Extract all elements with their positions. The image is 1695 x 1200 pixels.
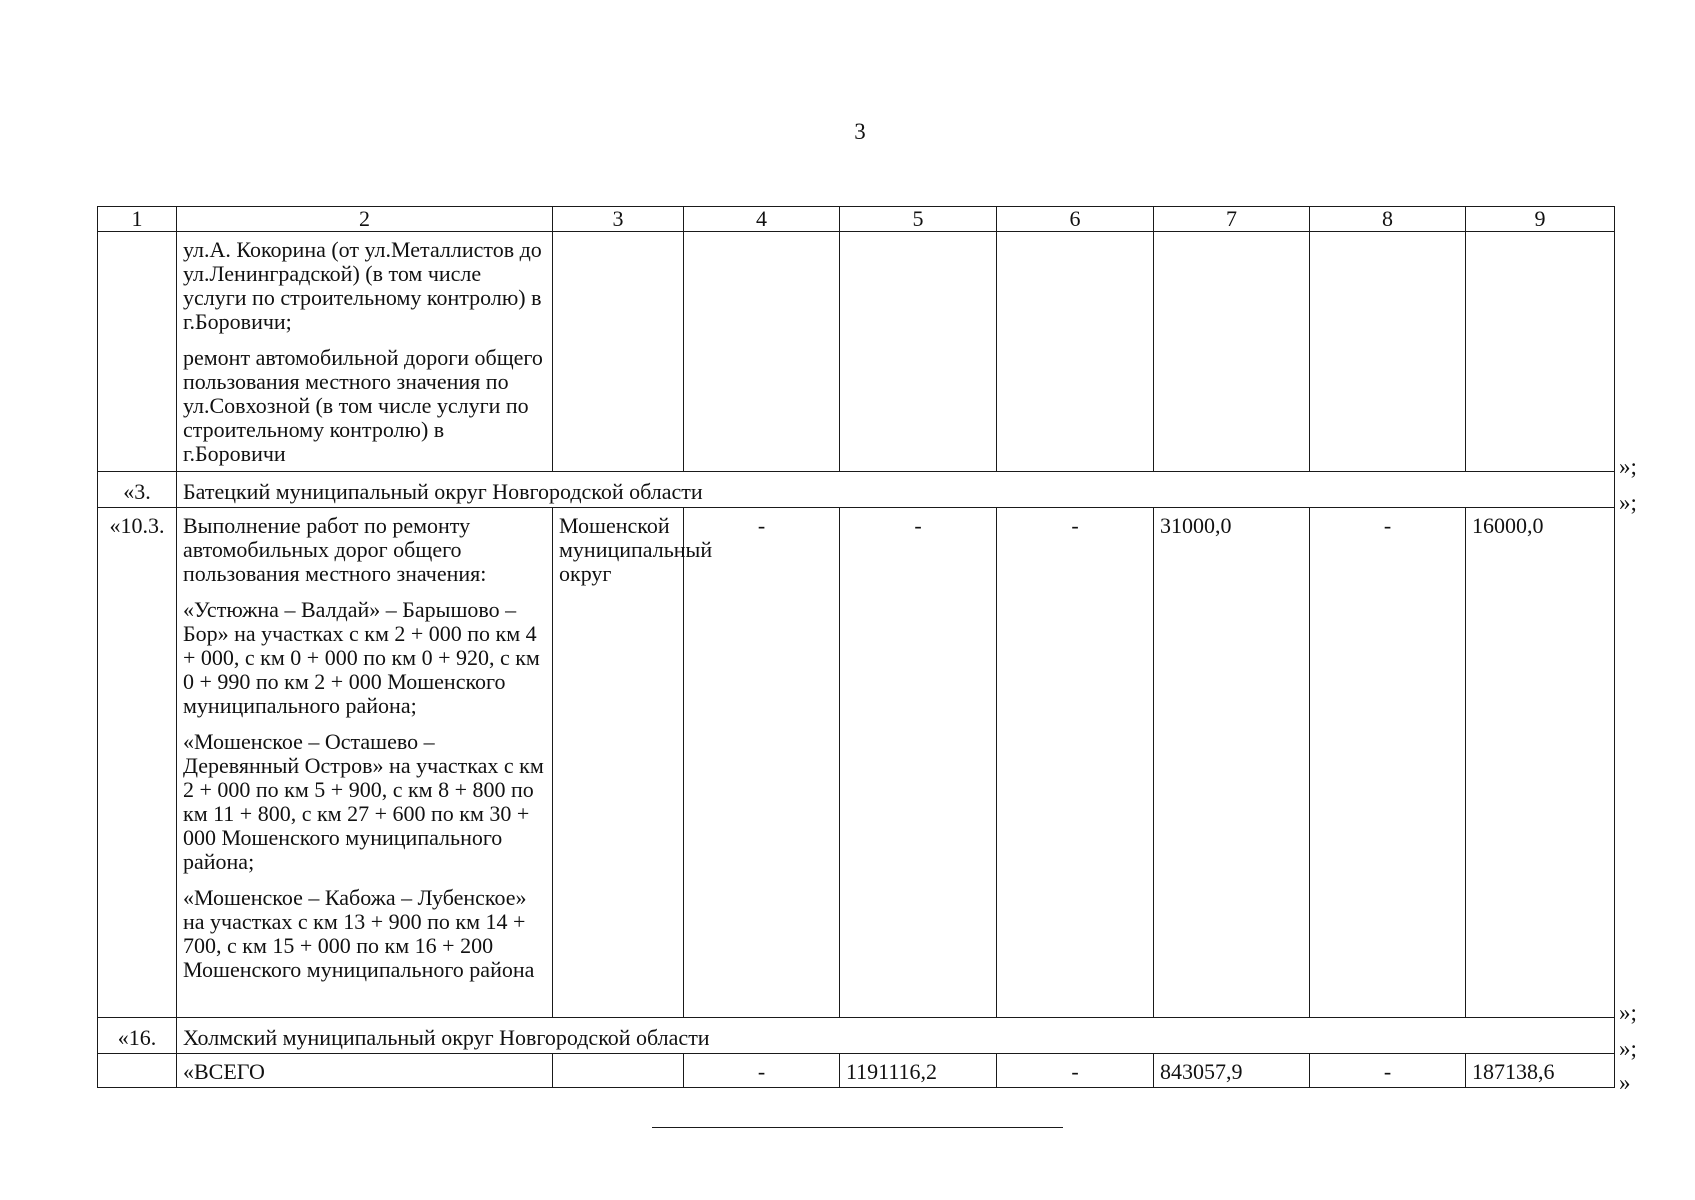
description-paragraph: Выполнение работ по ремонту автомобильных дорог общего пользования местного значения: (183, 513, 487, 586)
description-cell (177, 232, 553, 472)
closing-quote: »; (1619, 1000, 1637, 1025)
header-cell: 4 (684, 207, 840, 232)
value-cell: - (997, 508, 1154, 1018)
table-header-row (98, 207, 1615, 232)
description-paragraph: ул.А. Кокорина (от ул.Металлистов до ул.Ленинградской) (в том числе услуги по строительному контролю) в г.Боровичи; (183, 237, 542, 334)
header-cell: 8 (1310, 207, 1466, 232)
description-paragraph: ремонт автомобильной дороги общего пользования местного значения по ул.Совхозной (в том числе услуги по строительному контролю) в г.Боровичи (183, 345, 543, 466)
section-row (98, 472, 1615, 508)
value-cell: - (684, 508, 840, 1018)
total-value: 843057,9 (1154, 1054, 1310, 1088)
header-cell: 5 (840, 207, 997, 232)
row-number-cell: «16. (98, 1018, 177, 1054)
table-row (98, 508, 1615, 1018)
executor-cell: Мошенской муниципальный округ (553, 508, 684, 1018)
header-cell: 1 (98, 207, 177, 232)
value-cell: - (840, 508, 997, 1018)
table-cell (553, 232, 684, 472)
total-value: 1191116,2 (840, 1054, 997, 1088)
bottom-rule (652, 1127, 1063, 1128)
table-cell (1154, 232, 1310, 472)
closing-quote: »; (1619, 490, 1637, 515)
table-cell (553, 1054, 684, 1088)
value-cell: - (1310, 508, 1466, 1018)
section-title: Холмский муниципальный округ Новгородской области (177, 1018, 1615, 1054)
header-cell: 6 (997, 207, 1154, 232)
description-paragraph: «Устюжна – Валдай» – Барышово – Бор» на участках с км 2 + 000 по км 4 + 000, с км 0 + 000 по км 0 + 920, с км 0 + 990 по км 2 + 000 Мошенского муниципального района; (183, 597, 540, 718)
table-cell (1466, 232, 1615, 472)
budget-table (97, 206, 1615, 1088)
value-cell: 31000,0 (1154, 508, 1310, 1018)
table-cell (1310, 232, 1466, 472)
row-number-cell (98, 232, 177, 472)
row-number-cell: «10.3. (98, 508, 177, 1018)
value-cell: 16000,0 (1466, 508, 1615, 1018)
table-row (98, 232, 1615, 472)
row-number-cell: «3. (98, 472, 177, 508)
header-cell: 9 (1466, 207, 1615, 232)
closing-quote: »; (1619, 1036, 1637, 1061)
total-value: - (1310, 1054, 1466, 1088)
total-row (98, 1054, 1615, 1088)
page-number: 3 (854, 119, 866, 144)
section-title: Батецкий муниципальный округ Новгородской области (177, 472, 1615, 508)
table-cell (684, 232, 840, 472)
total-value: - (684, 1054, 840, 1088)
closing-quote: »; (1619, 454, 1637, 479)
total-value: 187138,6 (1466, 1054, 1615, 1088)
closing-quote: » (1619, 1070, 1631, 1095)
description-paragraph: «Мошенское – Кабожа – Лубенское» на участках с км 13 + 900 по км 14 + 700, с км 15 + 000 по км 16 + 200 Мошенского муниципального района (183, 885, 535, 982)
total-value: - (997, 1054, 1154, 1088)
section-row (98, 1018, 1615, 1054)
table-cell (997, 232, 1154, 472)
description-cell (177, 508, 553, 1018)
header-cell: 2 (177, 207, 553, 232)
table-cell (840, 232, 997, 472)
total-label: «ВСЕГО (177, 1054, 553, 1088)
header-cell: 3 (553, 207, 684, 232)
description-paragraph: «Мошенское – Осташево –Деревянный Остров» на участках с км 2 + 000 по км 5 + 900, с км 8 + 800 по км 11 + 800, с км 27 + 600 по км 30 + 000 Мошенского муниципального района; (183, 729, 544, 874)
row-number-cell (98, 1054, 177, 1088)
header-cell: 7 (1154, 207, 1310, 232)
